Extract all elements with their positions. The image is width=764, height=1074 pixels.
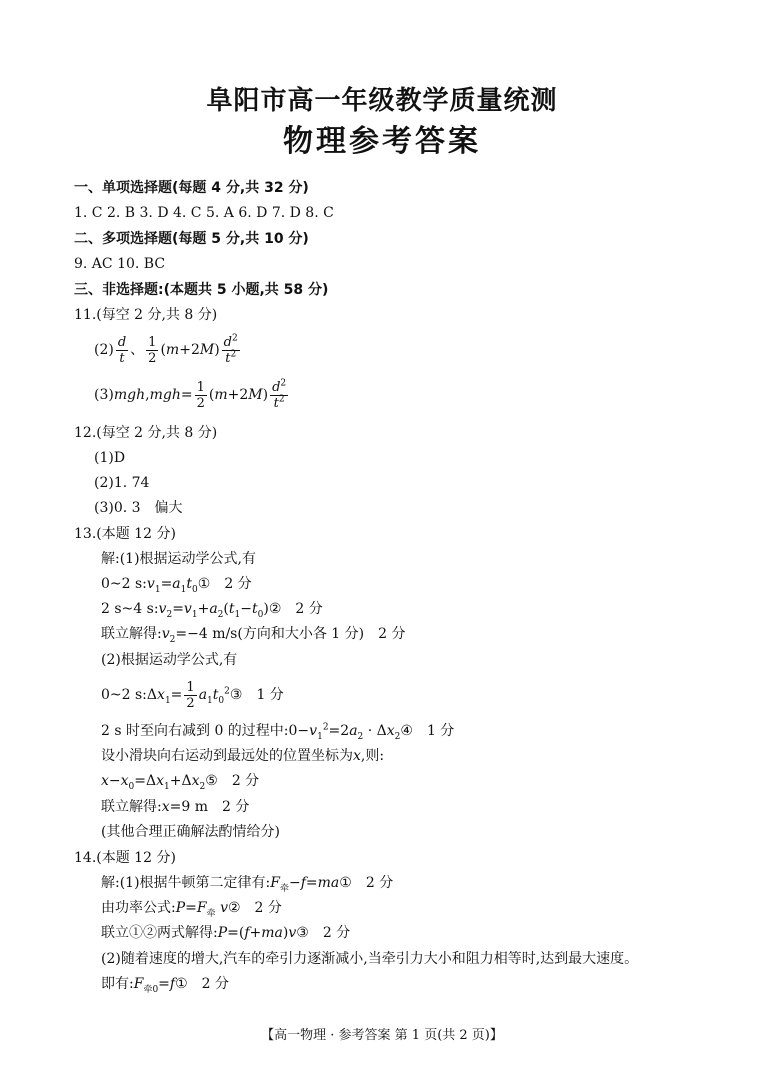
q12-answer-3: (3)0. 3 偏大 — [94, 500, 183, 516]
q13-line-4: 联立解得$:v_2=-4$ m/s(方向和大小各 1 分) 2 分 — [101, 626, 406, 645]
q13-line-7: 2 s 时至向右减到 0 的过程中$:0-v_1^2=2a_2$ · $\Delta x_2④$ 1 分 — [101, 722, 455, 742]
q13-line-9: $x-x_0=\Delta x_1+\Delta x_2⑤$ 2 分 — [101, 773, 260, 792]
q11-answer-2: (2) $\frac{d}{t}$ 、 $\frac{1}{2}$ (m+2M) $\frac{d^2}{t^2}$ — [94, 333, 238, 366]
q14-heading: 14.(本题 12 分) — [74, 850, 176, 866]
q14-line-3: 联立①②两式解得:P=(f+ma)v③ 2 分 — [101, 925, 351, 941]
section-3-heading: 三、非选择题:(本题共 5 小题,共 58 分) — [74, 282, 329, 298]
q13-line-8: 设小滑块向右运动到最远处的位置坐标为x,则: — [101, 748, 385, 764]
q13-line-6: 0~2 $s:\Delta x_1=$ $\frac{1}{2}$ $a_1t_0^2③$ 1 分 — [101, 679, 284, 711]
q14-line-5: 即有$:F_{牵0}=f①$ 2 分 — [101, 976, 230, 995]
q14-line-4: (2)随着速度的增大,汽车的牵引力逐渐减小,当牵引力大小和阻力相等时,达到最大速度。 — [101, 951, 639, 967]
q13-line-3: 2 s~4 $s:v_2=v_1+a_2(t_1-t_0)②$ 2 分 — [101, 601, 323, 620]
section-1-answers: 1. C 2. B 3. D 4. C 5. A 6. D 7. D 8. C — [74, 205, 334, 221]
page-title: 阜阳市高一年级教学质量统测 — [206, 86, 558, 116]
section-1-heading: 一、单项选择题(每题 4 分,共 32 分) — [74, 180, 309, 196]
q13-heading: 13.(本题 12 分) — [74, 526, 176, 542]
section-2-heading: 二、多项选择题(每题 5 分,共 10 分) — [74, 231, 309, 247]
q12-answer-1: (1)D — [94, 450, 126, 466]
page-subtitle: 物理参考答案 — [283, 124, 481, 159]
q14-line-2: 由功率公式$:P=F_牵$ v② 2 分 — [101, 900, 282, 919]
q11-heading: 11.(每空 2 分,共 8 分) — [74, 307, 218, 323]
q13-line-2: 0~2 $s:v_1=a_1t_0①$ 2 分 — [101, 576, 252, 595]
q13-line-11: (其他合理正确解法酌情给分) — [101, 824, 280, 840]
q13-line-5: (2)根据运动学公式,有 — [101, 652, 238, 668]
q13-line-1: 解:(1)根据运动学公式,有 — [101, 551, 256, 567]
section-2-answers: 9. AC 10. BC — [74, 256, 166, 272]
q11-answer-3: (3)mgh,mgh= $\frac{1}{2}$ (m+2M) $\frac{d^2}{t^2}$ — [94, 378, 287, 411]
page-footer: 【高一物理 · 参考答案 第 1 页(共 2 页)】 — [261, 1028, 503, 1043]
q12-answer-2: (2)1. 74 — [94, 475, 150, 491]
q12-heading: 12.(每空 2 分,共 8 分) — [74, 425, 218, 441]
q13-line-10: 联立解得:x=9 m 2 分 — [101, 799, 250, 815]
q14-line-1: 解:(1)根据牛顿第二定律有$:F_牵-f=ma①$ 2 分 — [101, 875, 394, 894]
